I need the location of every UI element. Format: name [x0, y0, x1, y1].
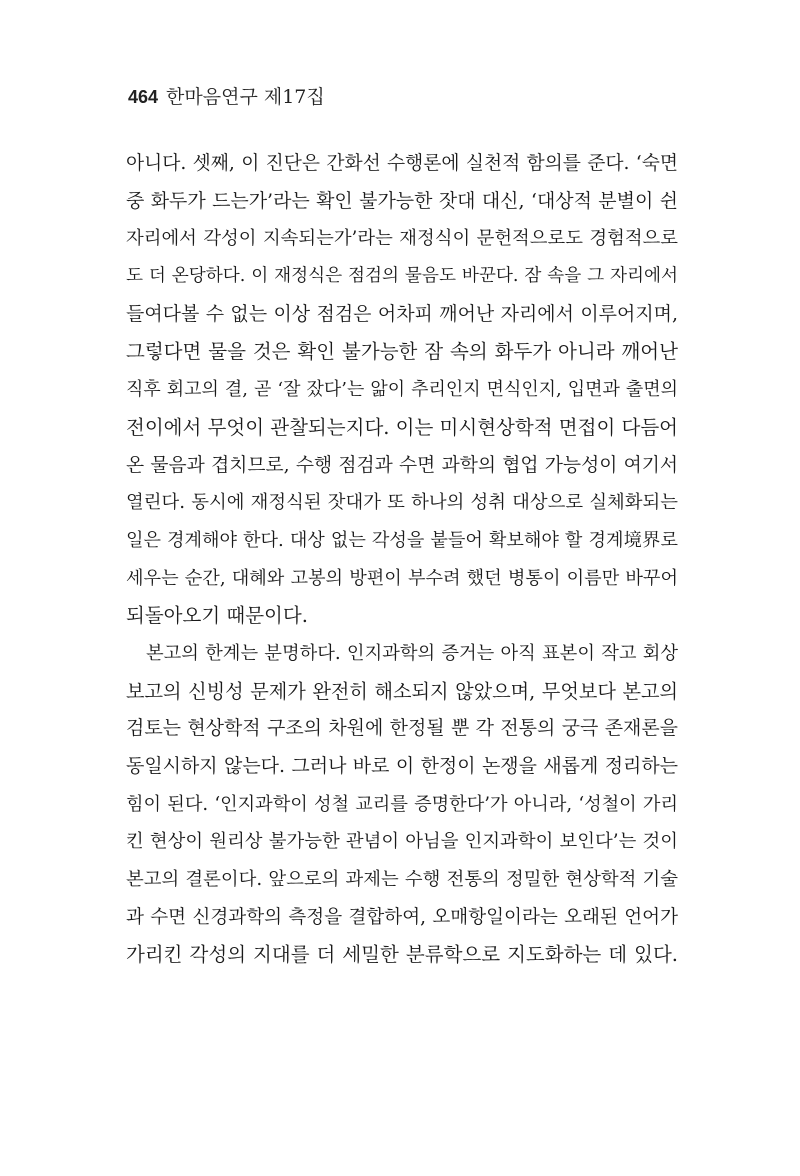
- text-line: 도 더 온당하다. 이 재정식은 점검의 물음도 바꾼다. 잠 속을 그 자리에서: [126, 266, 678, 287]
- running-header: [128, 84, 325, 110]
- text-line: 중 화두가 드는가’라는 확인 불가능한 잣대 대신, ‘대상적 분별이 쉰: [126, 189, 678, 212]
- text-line: 가리킨 각성의 지대를 더 세밀한 분류학으로 지도화하는 데 있다.: [126, 943, 678, 967]
- text-line: 세우는 순간, 대혜와 고봉의 방편이 부수려 했던 병통이 이름만 바꾸어: [126, 567, 678, 589]
- text-line: 킨 현상이 원리상 불가능한 관념이 아님을 인지과학이 보인다’는 것이: [126, 831, 678, 853]
- text-line: 동일시하지 않는다. 그러나 바로 이 한정이 논쟁을 새롭게 정리하는: [126, 755, 678, 777]
- text-line: 일은 경계해야 한다. 대상 없는 각성을 붙들어 확보해야 할 경계境界로: [126, 529, 678, 551]
- text-line: 과 수면 신경과학의 측정을 결합하여, 오매항일이라는 오래된 언어가: [126, 906, 678, 928]
- journal-title: 한마음연구 제17집: [166, 86, 325, 108]
- text-line: 검토는 현상학적 구조의 차원에 한정될 뿐 각 전통의 궁극 존재론을: [126, 717, 678, 740]
- text-line: 아니다. 셋째, 이 진단은 간화선 수행론에 실천적 함의를 준다. ‘숙면: [126, 153, 678, 174]
- text-line: 열린다. 동시에 재정식된 잣대가 또 하나의 성취 대상으로 실체화되는: [126, 492, 678, 514]
- text-line: 보고의 신빙성 문제가 완전히 해소되지 않았으며, 무엇보다 본고의: [126, 679, 678, 703]
- body-text: [126, 145, 678, 974]
- paragraph-limitations: [126, 635, 678, 974]
- text-line: 본고의 한계는 분명하다. 인지과학의 증거는 아직 표본이 작고 회상: [146, 642, 678, 664]
- text-line: 들여다볼 수 없는 이상 점검은 어차피 깨어난 자리에서 이루어지며,: [126, 302, 678, 325]
- text-line: 자리에서 각성이 지속되는가’라는 재정식이 문헌적으로도 경험적으로: [126, 228, 678, 250]
- text-line: 전이에서 무엇이 관찰되는지다. 이는 미시현상학적 면접이 다듬어: [126, 415, 678, 439]
- text-line: 그렇다면 물을 것은 확인 불가능한 잠 속의 화두가 아니라 깨어난: [126, 340, 678, 364]
- text-line: 힘이 된다. ‘인지과학이 성철 교리를 증명한다’가 아니라, ‘성철이 가리: [126, 793, 678, 815]
- text-line: 되돌아오기 때문이다.: [126, 604, 308, 628]
- page-number: 464: [128, 87, 159, 107]
- text-line: 본고의 결론이다. 앞으로의 과제는 수행 전통의 정밀한 현상학적 기술: [126, 869, 678, 891]
- text-line: 온 물음과 겹치므로, 수행 점검과 수면 과학의 협업 가능성이 여기서: [126, 454, 678, 476]
- paragraph-conclusion-third: [126, 145, 678, 635]
- text-line: 직후 회고의 결, 곧 ‘잘 잤다’는 앎이 추리인지 면식인지, 입면과 출면의: [126, 379, 678, 401]
